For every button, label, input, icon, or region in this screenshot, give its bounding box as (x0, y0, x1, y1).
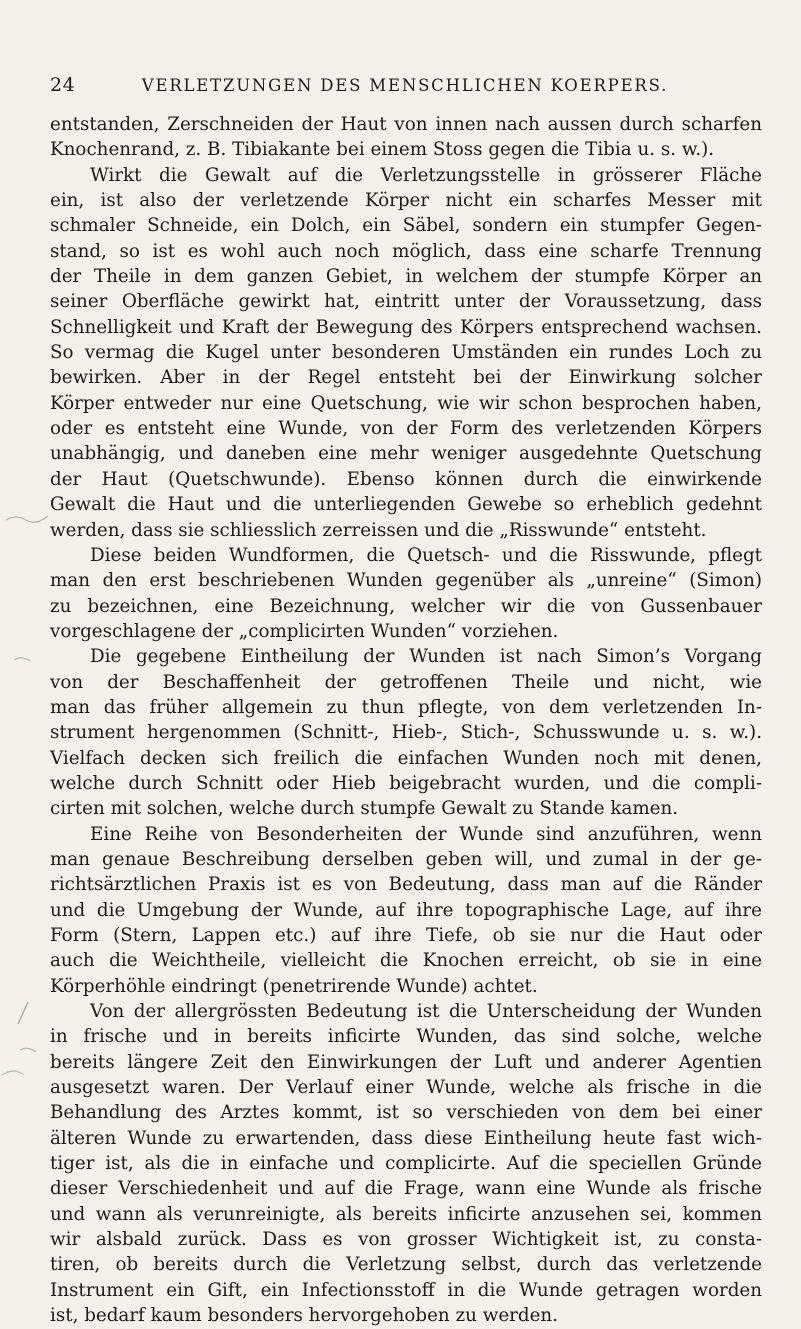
text-line: entstanden, Zerschneiden der Haut von innen nach aussen durch scharfen (50, 114, 762, 135)
text-line: man den erst beschriebenen Wunden gegenüber als „unreine“ (Simon) (50, 570, 762, 592)
text-line: und wann als verunreinigte, als bereits inficirte anzusehen sei, kommen (50, 1203, 762, 1225)
text-line: Gewalt die Haut und die unterliegenden Gewebe so erheblich gedehnt (50, 494, 762, 516)
text-line: welche durch Schnitt oder Hieb beigebracht wurden, und die compli- (50, 772, 762, 794)
text-line: Eine Reihe von Besonderheiten der Wunde sind anzuführen, wenn (90, 823, 762, 845)
text-line: ist, bedarf kaum besonders hervorgehoben zu werden. (50, 1305, 559, 1327)
text-line: von der Beschaffenheit der getroffenen Theile und nicht, wie (50, 671, 762, 693)
text-line: Vielfach decken sich freilich die einfachen Wunden noch mit denen, (50, 747, 762, 769)
paragraph (50, 112, 762, 163)
text-line: ein, ist also der verletzende Körper nicht ein scharfes Messer mit (50, 190, 762, 212)
text-line: dieser Verschiedenheit und auf die Frage, wann eine Wunde als frische (50, 1178, 762, 1200)
text-line: Die gegebene Eintheilung der Wunden ist nach Simon’s Vorgang (90, 646, 762, 668)
text-line: Schnelligkeit und Kraft der Bewegung des Körpers entsprechend wachsen. (50, 316, 762, 338)
pencil-mark (6, 516, 48, 522)
text-line: seiner Oberfläche gewirkt hat, eintritt unter der Voraussetzung, dass (50, 291, 762, 313)
text-line: wir alsbald zurück. Dass es von grosser Wichtigkeit ist, zu consta- (50, 1229, 762, 1251)
paragraph (50, 543, 762, 644)
paragraph (50, 644, 762, 821)
text-line: cirten mit solchen, welche durch stumpfe Gewalt zu Stande kamen. (50, 798, 679, 820)
text-line: werden, dass sie schliesslich zerreissen und die „Risswunde“ entsteht. (50, 519, 707, 541)
text-line: Körper entweder nur eine Quetschung, wie wir schon besprochen haben, (50, 392, 762, 414)
text-line: Von der allergrössten Bedeutung ist die Unterscheidung der Wunden (90, 1001, 762, 1023)
text-line: älteren Wunde zu erwartenden, dass diese Eintheilung heute fast wich- (50, 1127, 762, 1149)
text-line: bereits längere Zeit den Einwirkungen der Luft und anderer Agentien (50, 1051, 762, 1073)
running-title: VERLETZUNGEN DES MENSCHLICHEN KOERPERS. (141, 76, 669, 95)
pencil-mark (20, 1048, 36, 1052)
text-line: in frische und in bereits inficirte Wunden, das sind solche, welche (50, 1026, 762, 1048)
text-line: vorgeschlagene der „complicirten Wunden“ vorziehen. (50, 620, 559, 642)
text-line: schmaler Schneide, ein Dolch, ein Säbel, sondern ein stumpfer Gegen- (50, 215, 762, 237)
pencil-mark (14, 658, 30, 661)
text-line: auch die Weichtheile, vielleicht die Knochen erreicht, ob sie in eine (50, 950, 762, 972)
text-line: oder es entsteht eine Wunde, von der Form des verletzenden Körpers (50, 418, 762, 440)
text-line: richtsärztlichen Praxis ist es von Bedeutung, dass man auf die Ränder (50, 874, 762, 896)
text-line: Behandlung des Arztes kommt, ist so verschieden von dem bei einer (50, 1102, 762, 1124)
text-line: Instrument ein Gift, ein Infectionsstoff in die Wunde getragen worden (50, 1279, 762, 1301)
text-line: tiger ist, als die in einfache und complicirte. Auf die speciellen Gründe (50, 1153, 762, 1175)
pencil-mark (18, 1002, 28, 1024)
text-line: der Theile in dem ganzen Gebiet, in welchem der stumpfe Körper an (50, 266, 762, 288)
text-line: bewirken. Aber in der Regel entsteht bei der Einwirkung solcher (50, 367, 762, 389)
text-line: Form (Stern, Lappen etc.) auf ihre Tiefe, ob sie nur die Haut oder (50, 925, 762, 946)
text-line: strument hergenommen (Schnitt-, Hieb-, Stich-, Schusswunde u. s. w.). (50, 722, 762, 744)
text-line: So vermag die Kugel unter besonderen Umständen ein rundes Loch zu (50, 342, 762, 364)
pencil-mark (2, 1071, 24, 1075)
page-number: 24 (50, 74, 76, 96)
text-line: Körperhöhle eindringt (penetrirende Wunde) achtet. (50, 975, 538, 997)
text-line: stand, so ist es wohl auch noch möglich, dass eine scharfe Trennung (50, 240, 762, 262)
body-text (50, 112, 762, 1329)
text-line: man das früher allgemein zu thun pflegte, von dem verletzenden In- (50, 696, 762, 718)
text-line: und die Umgebung der Wunde, auf ihre topographische Lage, auf ihre (50, 899, 762, 921)
text-line: Knochenrand, z. B. Tibiakante bei einem Stoss gegen die Tibia u. s. w.). (50, 139, 715, 161)
paragraph (50, 163, 762, 543)
text-line: tiren, ob bereits durch die Verletzung selbst, durch das verletzende (50, 1254, 762, 1276)
text-line: man genaue Beschreibung derselben geben will, und zumal in der ge- (50, 848, 762, 870)
text-line: unabhängig, und daneben eine mehr weniger ausgedehnte Quetschung (50, 443, 762, 465)
page-header (50, 74, 760, 100)
text-line: Diese beiden Wundformen, die Quetsch- und die Risswunde, pflegt (90, 544, 762, 566)
paragraph (50, 999, 762, 1328)
text-line: ausgesetzt waren. Der Verlauf einer Wunde, welche als frische in die (50, 1077, 762, 1099)
paragraph (50, 822, 762, 999)
text-line: der Haut (Quetschwunde). Ebenso können durch die einwirkende (50, 468, 762, 490)
text-line: zu bezeichnen, eine Bezeichnung, welcher wir die von Gussenbauer (50, 595, 762, 617)
text-line: Wirkt die Gewalt auf die Verletzungsstelle in grösserer Fläche (90, 164, 762, 186)
